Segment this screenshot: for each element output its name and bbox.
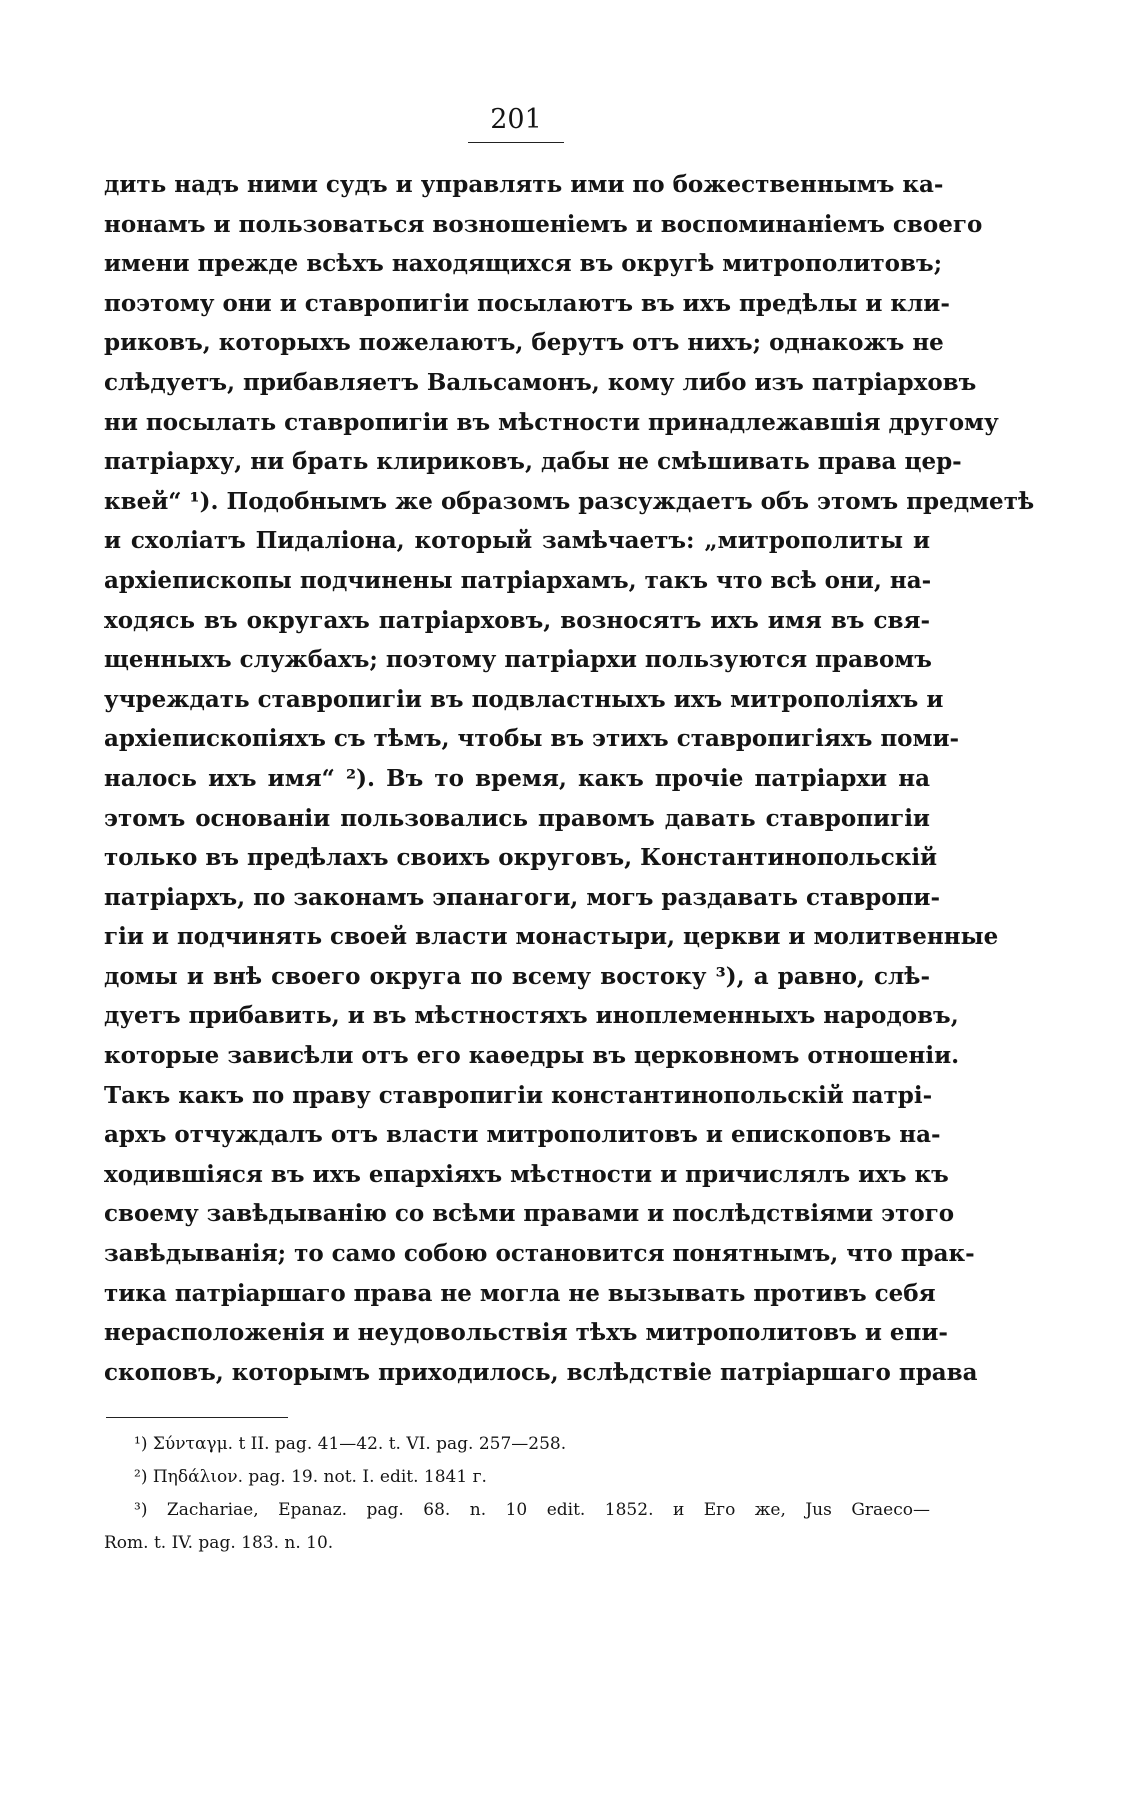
text-line: учреждать ставропигіи въ подвластныхъ ихъ митрополіяхъ и xyxy=(104,685,944,713)
text-line: скоповъ, которымъ приходилось, вслѣдствіе патріаршаго права xyxy=(104,1358,978,1386)
text-line: гіи и подчинять своей власти монастыри, церкви и молитвенные xyxy=(104,923,999,951)
text-line: Такъ какъ по праву ставропигіи константинопольскій патрі- xyxy=(104,1081,933,1109)
text-line: имени прежде всѣхъ находящихся въ округѣ митрополитовъ; xyxy=(104,250,943,278)
text-line: ни посылать ставропигіи въ мѣстности принадлежавшія другому xyxy=(104,408,999,436)
text-line: риковъ, которыхъ пожелаютъ, берутъ отъ нихъ; однакожъ не xyxy=(104,329,944,357)
text-line: нерасположенія и неудовольствія тѣхъ митрополитовъ и епи- xyxy=(104,1319,948,1347)
text-line: ходясь въ округахъ патріарховъ, возносятъ ихъ имя въ свя- xyxy=(104,606,930,634)
text-line: щенныхъ службахъ; поэтому патріархи пользуются правомъ xyxy=(104,646,932,674)
text-line: патріарху, ни брать клириковъ, дабы не смѣшивать права цер- xyxy=(104,448,962,476)
text-line: налось ихъ имя“ ²). Въ то время, какъ прочіе патріархи на xyxy=(104,764,930,792)
page-number: 201 xyxy=(468,104,564,143)
text-line: дуетъ прибавить, и въ мѣстностяхъ иноплеменныхъ народовъ, xyxy=(104,1002,959,1030)
text-line: своему завѣдыванію со всѣми правами и послѣдствіями этого xyxy=(104,1200,955,1228)
footnote-1: ¹) Σύνταγμ. t II. pag. 41—42. t. VI. pag. 257—258. xyxy=(134,1434,567,1454)
footnote-3: ³) Zachariae, Epanaz. pag. 68. n. 10 edit. 1852. и Его же, Jus Graeco— xyxy=(134,1500,930,1520)
text-line: ходившіяся въ ихъ епархіяхъ мѣстности и причислялъ ихъ къ xyxy=(104,1160,949,1188)
body-text xyxy=(104,165,1035,1392)
text-line: архіепископы подчинены патріархамъ, такъ что всѣ они, на- xyxy=(104,566,932,594)
footnote-divider xyxy=(106,1417,288,1418)
footnote-3-continuation: Rom. t. IV. pag. 183. n. 10. xyxy=(104,1533,334,1553)
text-line: патріархъ, по законамъ эпанагоги, могъ раздавать ставропи- xyxy=(104,883,941,911)
text-line: квей“ ¹). Подобнымъ же образомъ разсуждаетъ объ этомъ предметѣ xyxy=(104,487,1035,515)
text-line: архіепископіяхъ съ тѣмъ, чтобы въ этихъ ставропигіяхъ поми- xyxy=(104,725,960,753)
text-line: тика патріаршаго права не могла не вызывать противъ себя xyxy=(104,1279,936,1307)
text-line: только въ предѣлахъ своихъ округовъ, Константинопольскій xyxy=(104,844,938,872)
text-line: архъ отчуждалъ отъ власти митрополитовъ и епископовъ на- xyxy=(104,1121,941,1149)
text-line: и схоліатъ Пидаліона, который замѣчаетъ: „митрополиты и xyxy=(104,527,930,555)
footnotes xyxy=(104,1428,930,1560)
text-line: которые зависѣли отъ его каѳедры въ церковномъ отношеніи. xyxy=(104,1042,960,1070)
text-line: завѣдыванія; то само собою остановится понятнымъ, что прак- xyxy=(104,1240,975,1268)
text-line: дить надъ ними судъ и управлять ими по божественнымъ ка- xyxy=(104,171,944,198)
text-line: поэтому они и ставропигіи посылаютъ въ ихъ предѣлы и кли- xyxy=(104,289,950,317)
footnote-2: ²) Πηδάλιον. pag. 19. not. I. edit. 1841 г. xyxy=(134,1467,487,1487)
text-line: слѣдуетъ, прибавляетъ Вальсамонъ, кому либо изъ патріарховъ xyxy=(104,368,977,396)
text-line: этомъ основаніи пользовались правомъ давать ставропигіи xyxy=(104,804,930,832)
text-line: нонамъ и пользоваться возношеніемъ и воспоминаніемъ своего xyxy=(104,210,983,238)
text-line: домы и внѣ своего округа по всему востоку ³), а равно, слѣ- xyxy=(104,962,930,990)
